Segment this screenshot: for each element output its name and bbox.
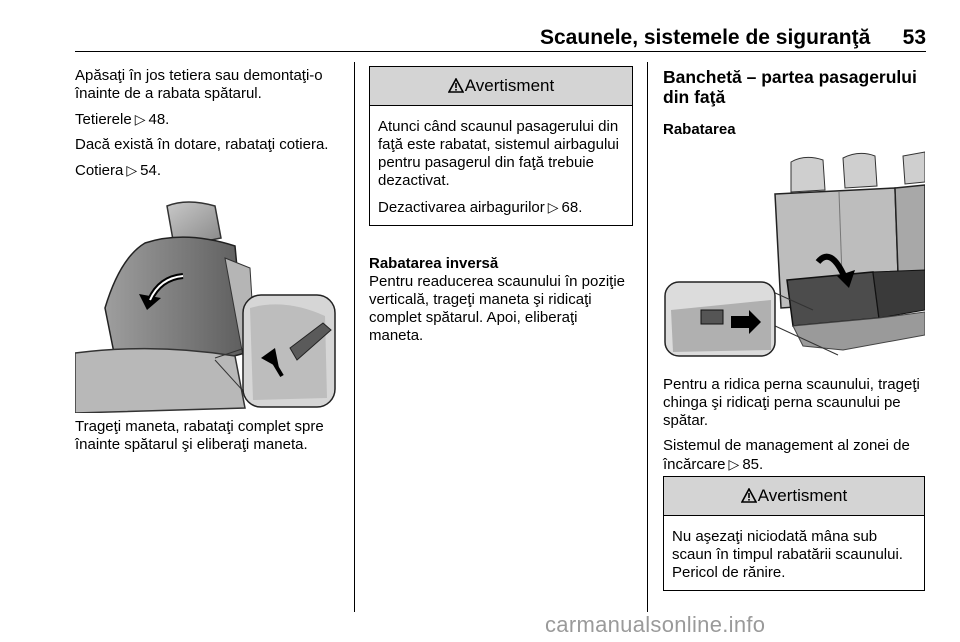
ref-page: 48. — [148, 111, 170, 128]
subheading-folding: Rabatarea — [663, 121, 736, 138]
paragraph-load-management-ref — [663, 437, 927, 474]
ref-label: Tetierele — [75, 111, 132, 128]
ref-label: Sistemul de management al zonei de încărcare — [663, 437, 910, 473]
paragraph-armrest: Dacă există în dotare, rabataţi cotiera. — [75, 136, 329, 153]
image-caption: Trageţi maneta, rabataţi complet spre înainte spătarul şi eliberaţi maneta. — [75, 418, 324, 453]
warning-ref — [378, 198, 624, 217]
page-ref-icon: ▷ — [126, 162, 138, 178]
warning-text: Atunci când scaunul pasagerului din faţă este rabatat, sistemul airbagului pentru pasagerul din faţă trebuie dezactivat. — [378, 118, 619, 189]
page-ref-icon: ▷ — [134, 111, 146, 127]
ref-page: 68. — [561, 199, 583, 216]
warning-header — [370, 67, 632, 106]
page-ref-icon: ▷ — [547, 199, 559, 215]
warning-box-hand-injury — [663, 476, 925, 591]
seat-fold-illustration — [75, 198, 340, 413]
warning-box-airbag — [369, 66, 633, 226]
paragraph-headrest: Apăsaţi în jos tetiera sau demontaţi-o înainte de a rabata spătarul. — [75, 67, 323, 102]
warning-text: Nu aşezaţi niciodată mâna sub scaun în timpul rabatării scaunului. Pericol de rănire. — [672, 528, 903, 581]
subheading-reverse-fold: Rabatarea inversă — [369, 255, 499, 272]
page-number: 53 — [902, 26, 926, 49]
warning-title: Avertisment — [464, 76, 555, 95]
column-2 — [369, 255, 635, 352]
paragraph-headrest-ref — [75, 110, 343, 129]
page-header-title: Scaunele, sistemele de siguranţă — [540, 26, 871, 49]
warning-triangle-icon — [448, 77, 464, 95]
page-ref-icon: ▷ — [728, 456, 740, 472]
warning-triangle-icon — [741, 487, 757, 505]
ref-page: 85. — [742, 456, 764, 473]
bench-seat-illustration — [663, 150, 925, 360]
column-separator-2 — [647, 62, 648, 612]
header-rule — [75, 51, 926, 52]
ref-label: Dezactivarea airbagurilor — [378, 199, 545, 216]
ref-label: Cotiera — [75, 162, 124, 179]
ref-page: 54. — [140, 162, 161, 179]
paragraph-reverse-fold: Pentru readucerea scaunului în poziţie verticală, trageţi maneta şi ridicaţi complet spătarul. Apoi, eliberaţi maneta. — [369, 273, 625, 344]
warning-header — [664, 477, 924, 516]
warning-title: Avertisment — [757, 486, 848, 505]
paragraph-armrest-ref — [75, 161, 343, 180]
column-separator-1 — [354, 62, 355, 612]
paragraph-lift-cushion: Pentru a ridica perna scaunului, trageţi chinga şi ridicaţi perna scaunului pe spătar. — [663, 376, 920, 429]
watermark: carmanualsonline.info — [545, 612, 766, 637]
section-heading: Banchetă – partea pasagerului din faţă — [663, 67, 917, 107]
